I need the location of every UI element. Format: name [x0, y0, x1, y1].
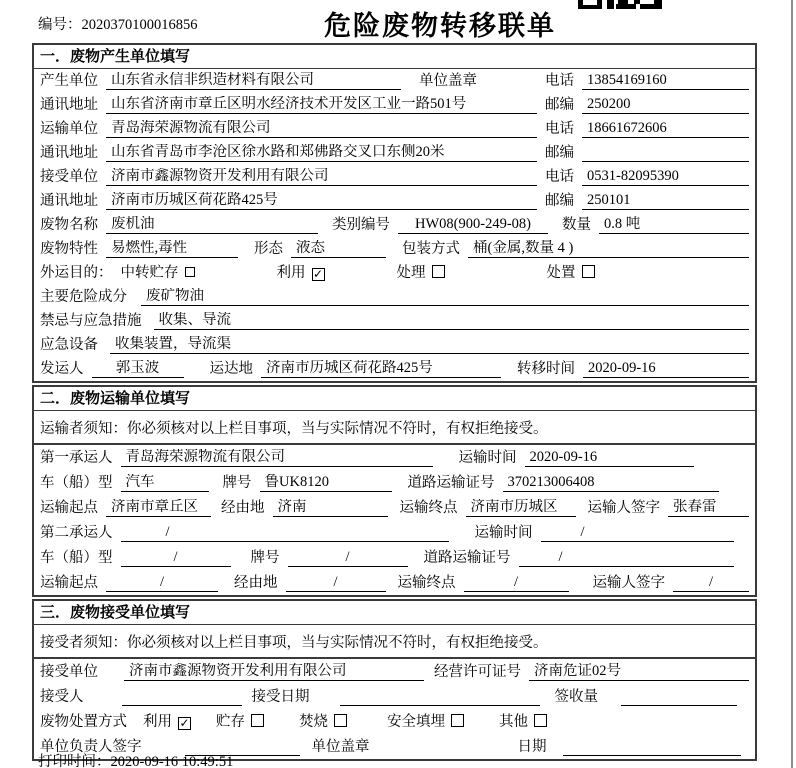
second-vehicle-type-label: 车（船）型	[40, 550, 113, 566]
shipper-label: 发运人	[40, 361, 84, 377]
producer-phone-value: 13854169160	[582, 72, 749, 90]
disposal-reuse-text: 利用	[143, 714, 172, 730]
waste-category-label: 类别编号	[332, 217, 390, 233]
first-plate-label: 牌号	[222, 475, 252, 491]
row-accept-unit	[34, 659, 755, 684]
row-producer-address	[34, 93, 755, 117]
first-carrier-label: 第一承运人	[40, 450, 113, 466]
checkbox-disposal-store	[251, 714, 264, 727]
row-second-vehicle	[34, 545, 755, 570]
second-transport-time-value: /	[541, 524, 735, 542]
row-shipper	[34, 357, 755, 381]
waste-form-value: 液态	[291, 240, 386, 258]
purpose-dispose-text: 处置	[546, 265, 576, 281]
waste-name-value: 废机油	[106, 216, 318, 234]
row-receiver-address	[34, 189, 755, 213]
disposal-option-incinerate	[299, 714, 347, 731]
second-transporter-sign-label: 运输人签字	[592, 575, 665, 591]
row-first-route	[34, 495, 755, 520]
transfer-time-label: 转移时间	[517, 361, 575, 377]
receiver-address-value: 济南市历城区荷花路425号	[106, 192, 537, 210]
row-waste-name	[34, 213, 755, 237]
form-body	[32, 43, 757, 763]
row-main-hazard	[34, 285, 755, 309]
first-plate-value: 鲁UK8120	[260, 474, 392, 492]
disposal-option-reuse	[143, 714, 191, 731]
row-second-carrier	[34, 520, 755, 545]
section-receiver-title: 三．废物接受单位填写	[34, 601, 755, 625]
shipper-value: 郭玉波	[92, 360, 184, 378]
document-number-value: 2020370100016856	[81, 17, 198, 33]
qr-code-fragment	[578, 0, 662, 9]
producer-zip-label: 邮编	[545, 97, 574, 113]
receiver-notice: 接受者须知：你必须核对以上栏目事项，当与实际情况不符时，有权拒绝接受。	[34, 625, 755, 659]
section-producer-title: 一．废物产生单位填写	[34, 45, 755, 69]
producer-phone-label: 电话	[545, 73, 574, 89]
second-plate-value: /	[288, 549, 408, 567]
row-second-route	[34, 570, 755, 595]
row-waste-property	[34, 237, 755, 261]
first-transporter-sign-value: 张春雷	[668, 499, 749, 517]
first-road-permit-label: 道路运输证号	[407, 475, 495, 491]
purpose-option-treat	[397, 265, 445, 282]
second-transport-time-label: 运输时间	[474, 525, 533, 541]
producer-address-label: 通讯地址	[40, 97, 98, 113]
sign-date-label: 日期	[517, 739, 547, 755]
receiver-phone-value: 0531-82095390	[582, 168, 749, 186]
second-plate-label: 牌号	[250, 550, 280, 566]
waste-category-value: HW08(900-249-08)	[398, 216, 548, 234]
destination-label: 运达地	[209, 361, 253, 377]
print-time-value: 2020-09-16 10:49:51	[110, 754, 234, 768]
disposal-store-text: 贮存	[216, 714, 245, 730]
row-emergency-equipment	[34, 333, 755, 357]
checkbox-dispose	[582, 265, 595, 278]
second-route-end-value: /	[464, 574, 569, 592]
first-route-via-label: 经由地	[221, 500, 265, 516]
first-vehicle-type-value: 汽车	[121, 474, 209, 492]
receiver-unit-label: 接受单位	[40, 169, 98, 185]
accept-date-value	[340, 689, 540, 706]
print-time	[38, 750, 233, 768]
first-vehicle-type-label: 车（船）型	[40, 475, 113, 491]
producer-zip-value: 250200	[582, 96, 749, 114]
first-route-start-label: 运输起点	[40, 500, 98, 516]
receiver-seal-label: 单位盖章	[311, 739, 370, 755]
transport-zip-label: 邮编	[545, 145, 574, 161]
receiver-unit-value: 济南市鑫源物资开发利用有限公司	[106, 168, 537, 186]
taboo-measures-label: 禁忌与应急措施	[40, 313, 142, 329]
first-transporter-sign-label: 运输人签字	[587, 500, 660, 516]
packaging-label: 包装方式	[402, 241, 460, 257]
purpose-treat-text: 处理	[396, 265, 426, 281]
document-number-label: 编号：	[38, 17, 82, 33]
checkbox-reuse-checked	[312, 268, 325, 281]
first-road-permit-value: 370213006408	[503, 474, 720, 492]
main-hazard-label: 主要危险成分	[40, 289, 127, 305]
first-route-via-value: 济南	[273, 499, 388, 517]
emergency-equipment-label: 应急设备	[40, 337, 98, 353]
transport-unit-value: 青岛海荣源物流有限公司	[106, 120, 537, 138]
disposal-landfill-text: 安全填埋	[387, 714, 445, 730]
document-number	[38, 13, 198, 34]
second-route-start-label: 运输起点	[40, 575, 98, 591]
waste-property-label: 废物特性	[40, 241, 98, 257]
acceptor-value	[122, 689, 242, 706]
second-carrier-value: /	[121, 524, 449, 542]
taboo-measures-value: 收集、导流	[154, 312, 750, 330]
transfer-time-value: 2020-09-16	[583, 360, 749, 378]
producer-unit-value: 山东省永信非织造材料有限公司	[106, 72, 401, 90]
first-transport-time-value: 2020-09-16	[525, 449, 695, 467]
purpose-option-dispose	[547, 265, 595, 282]
purpose-option-transfer-storage	[121, 265, 195, 282]
waste-property-value: 易燃性,毒性	[106, 240, 238, 258]
first-carrier-value: 青岛海荣源物流有限公司	[121, 449, 433, 467]
packaging-value: 桶(金属,数量 4 )	[468, 240, 749, 258]
check-mark-icon: ✓	[179, 716, 190, 730]
receiver-zip-label: 邮编	[545, 193, 574, 209]
section-transporter	[32, 385, 757, 597]
disposal-option-store	[216, 714, 264, 731]
checkbox-transfer-storage	[185, 267, 195, 277]
producer-unit-label: 产生单位	[40, 73, 98, 89]
section-producer	[32, 43, 757, 383]
print-time-label: 打印时间：	[38, 754, 111, 768]
section-transporter-title: 二．废物运输单位填写	[34, 387, 755, 411]
producer-address-value: 山东省济南市章丘区明水经济技术开发区工业一路501号	[106, 96, 537, 114]
waste-quantity-value: 0.8 吨	[599, 216, 749, 234]
page-edge-line	[791, 0, 793, 768]
second-route-end-label: 运输终点	[397, 575, 456, 591]
row-producer-unit	[34, 69, 755, 93]
purpose-option-reuse	[277, 265, 325, 282]
waste-quantity-label: 数量	[562, 217, 591, 233]
purpose-reuse-text: 利用	[276, 265, 306, 281]
row-receiver-unit	[34, 165, 755, 189]
checkbox-disposal-incinerate	[334, 714, 347, 727]
main-hazard-value: 废矿物油	[141, 288, 749, 306]
second-route-via-label: 经由地	[234, 575, 278, 591]
emergency-equipment-value: 收集装置，导流渠	[110, 336, 749, 354]
received-quantity-label: 签收量	[554, 689, 598, 705]
disposal-method-label: 废物处置方式	[40, 714, 127, 730]
waste-form-label: 形态	[254, 241, 283, 257]
first-route-end-value: 济南市历城区	[466, 499, 576, 517]
second-route-start-value: /	[106, 574, 218, 592]
waste-name-label: 废物名称	[40, 217, 98, 233]
second-route-via-value: /	[286, 574, 386, 592]
disposal-option-landfill	[387, 714, 464, 731]
accept-unit-value: 济南市鑫源物资开发利用有限公司	[124, 663, 424, 681]
transport-address-value: 山东省青岛市李沧区徐水路和郑佛路交叉口东侧20米	[106, 144, 537, 162]
destination-value: 济南市历城区荷花路425号	[261, 360, 501, 378]
checkbox-disposal-landfill	[451, 714, 464, 727]
check-mark-icon: ✓	[312, 267, 324, 281]
checkbox-disposal-other	[534, 714, 547, 727]
license-number-label: 经营许可证号	[434, 664, 521, 680]
second-carrier-label: 第二承运人	[40, 525, 113, 541]
first-transport-time-label: 运输时间	[458, 450, 517, 466]
row-taboo-measures	[34, 309, 755, 333]
first-route-start-value: 济南市章丘区	[106, 499, 211, 517]
row-transport-unit	[34, 117, 755, 141]
purpose-transfer-storage-text: 中转贮存	[120, 265, 179, 281]
row-acceptor	[34, 684, 755, 709]
first-route-end-label: 运输终点	[399, 500, 458, 516]
row-transfer-purpose	[34, 261, 755, 285]
received-quantity-value	[621, 689, 737, 706]
section-receiver	[32, 599, 757, 761]
sign-date-value	[563, 739, 742, 756]
page-title: 危险废物转移联单	[324, 11, 556, 41]
transport-zip-value	[582, 145, 749, 162]
second-road-permit-value: /	[519, 549, 735, 567]
second-road-permit-label: 道路运输证号	[423, 550, 511, 566]
responsible-signature-label: 单位负责人签字	[40, 739, 142, 755]
accept-unit-label: 接受单位	[40, 664, 98, 680]
row-disposal-method	[34, 709, 755, 734]
transport-phone-label: 电话	[545, 121, 574, 137]
acceptor-label: 接受人	[40, 689, 84, 705]
second-vehicle-type-value: /	[121, 549, 231, 567]
transport-address-label: 通讯地址	[40, 145, 98, 161]
receiver-zip-value: 250101	[582, 192, 749, 210]
transport-phone-value: 18661672606	[582, 120, 749, 138]
disposal-other-text: 其他	[499, 714, 528, 730]
receiver-address-label: 通讯地址	[40, 193, 98, 209]
row-first-carrier	[34, 445, 755, 470]
license-number-value: 济南危证02号	[529, 663, 749, 681]
disposal-incinerate-text: 焚烧	[299, 714, 328, 730]
checkbox-treat	[432, 265, 445, 278]
row-first-vehicle	[34, 470, 755, 495]
second-transporter-sign-value: /	[673, 574, 749, 592]
accept-date-label: 接受日期	[251, 689, 310, 705]
transporter-notice: 运输者须知：你必须核对以上栏目事项，当与实际情况不符时，有权拒绝接受。	[34, 411, 755, 445]
disposal-option-other	[499, 714, 547, 731]
unit-seal-label: 单位盖章	[419, 73, 477, 89]
checkbox-disposal-reuse-checked	[178, 717, 191, 730]
transport-unit-label: 运输单位	[40, 121, 98, 137]
transfer-purpose-label: 外运目的：	[40, 265, 113, 281]
receiver-phone-label: 电话	[545, 169, 574, 185]
row-transport-address	[34, 141, 755, 165]
